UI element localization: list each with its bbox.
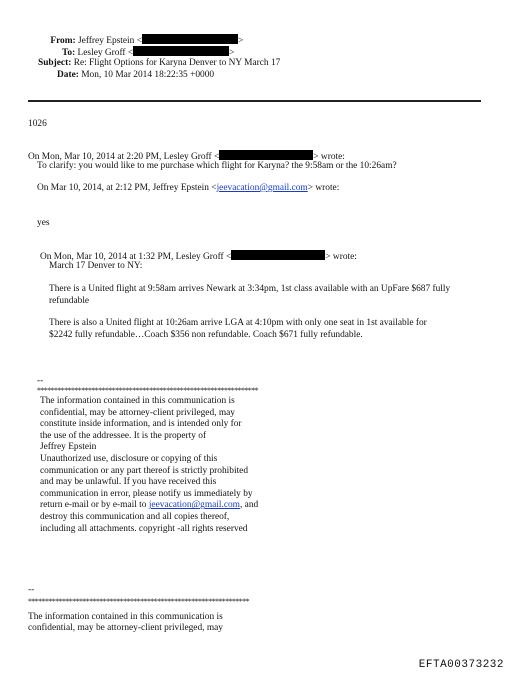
disclaimer2-line1: The information contained in this communication is [28,612,223,622]
flight2-line1: There is also a United flight at 10:26am arrive LGA at 4:10pm with only one seat in 1st available for [49,318,427,328]
document-id: EFTA00373232 [418,659,504,672]
return-post: , and [239,500,259,511]
disclaimer-line: constitute inside information, and is intended only for [40,419,242,430]
disclaimer-line: confidential, may be attorney-client privileged, may [40,407,235,418]
subject-value: Re: Flight Options for Karyna Denver to NY March 17 [73,58,281,68]
to-label: To: [62,48,76,58]
clarify-text: To clarify: you would like to me purchase which flight for Karyna? the 9:58am or the 10:26am? [37,161,397,171]
quote2-post: > wrote: [307,183,340,193]
signature-dashes-2: -- [28,585,35,595]
subject-label: Subject: [38,58,72,68]
disclaimer-line: the use of the addressee. It is the property of [40,430,207,441]
quote1-post: > wrote: [313,152,345,162]
disclaimer-line: and may be unlawful. If you have received this [40,477,217,488]
header-divider [28,100,481,102]
from-end: > [237,36,244,46]
email-link[interactable]: jeevacation@gmail.com [216,183,308,193]
from-label: From: [50,36,76,46]
redaction-box [219,150,313,160]
redaction-box [142,34,238,44]
disclaimer-line: Jeffrey Epstein [40,442,97,453]
disclaimer-line: destroy this communication and all copies thereof, [40,511,230,522]
disclaimer2-line2: confidential, may be attorney-client privileged, may [28,623,223,633]
disclaimer-line: Unauthorized use, disclosure or copying of this [40,453,218,464]
redaction-box [133,46,229,56]
disclaimer-line: The information contained in this communication is [40,396,235,406]
flight1-line1: There is a United flight at 9:58am arrives Newark at 3:34pm, 1st class available with an UpFare $687 fully [49,284,451,294]
disclaimer-line-return [40,500,258,512]
disclaimer-line: including all attachments. copyright -all rights reserved [40,523,248,534]
quote-header-2 [37,183,339,195]
quote3-post: > wrote: [325,252,357,262]
quote3-pre: On Mon, Mar 10, 2014 at 1:32 PM, Lesley Groff < [40,252,232,262]
from-value: Jeffrey Epstein < [78,36,142,46]
header-date [57,70,214,82]
return-pre: return e-mail or by e-mail to [40,500,149,511]
email-link[interactable]: jeevacation@gmail.com [148,500,240,511]
disclaimer-block-1 [40,396,258,535]
flight1-line2: refundable [49,296,90,306]
to-end: > [229,48,235,58]
date-label: Date: [57,70,79,80]
signature-dashes: -- [37,376,44,386]
message-number: 1026 [28,119,47,129]
to-value: Lesley Groff < [77,48,134,58]
quote2-pre: On Mar 10, 2014, at 2:12 PM, Jeffrey Epstein < [37,183,217,193]
flight2-line2: $2242 fully refundable…Coach $356 non refundable. Coach $671 fully refundable. [49,330,363,340]
redaction-box [231,250,325,260]
yes-text: yes [37,218,50,228]
disclaimer-line: communication in error, please notify us immediately by [40,488,253,499]
quote1-pre: On Mon, Mar 10, 2014 at 2:20 PM, Lesley Groff < [28,152,220,162]
stars-divider: ***************************************************************** [37,386,259,395]
stars-divider-2: ***************************************************************** [28,597,250,606]
march-17-line: March 17 Denver to NY: [49,261,143,271]
disclaimer-line: communication or any part thereof is strictly prohibited [40,465,249,476]
header-subject [38,58,280,70]
date-value: Mon, 10 Mar 2014 18:22:35 +0000 [81,70,215,80]
